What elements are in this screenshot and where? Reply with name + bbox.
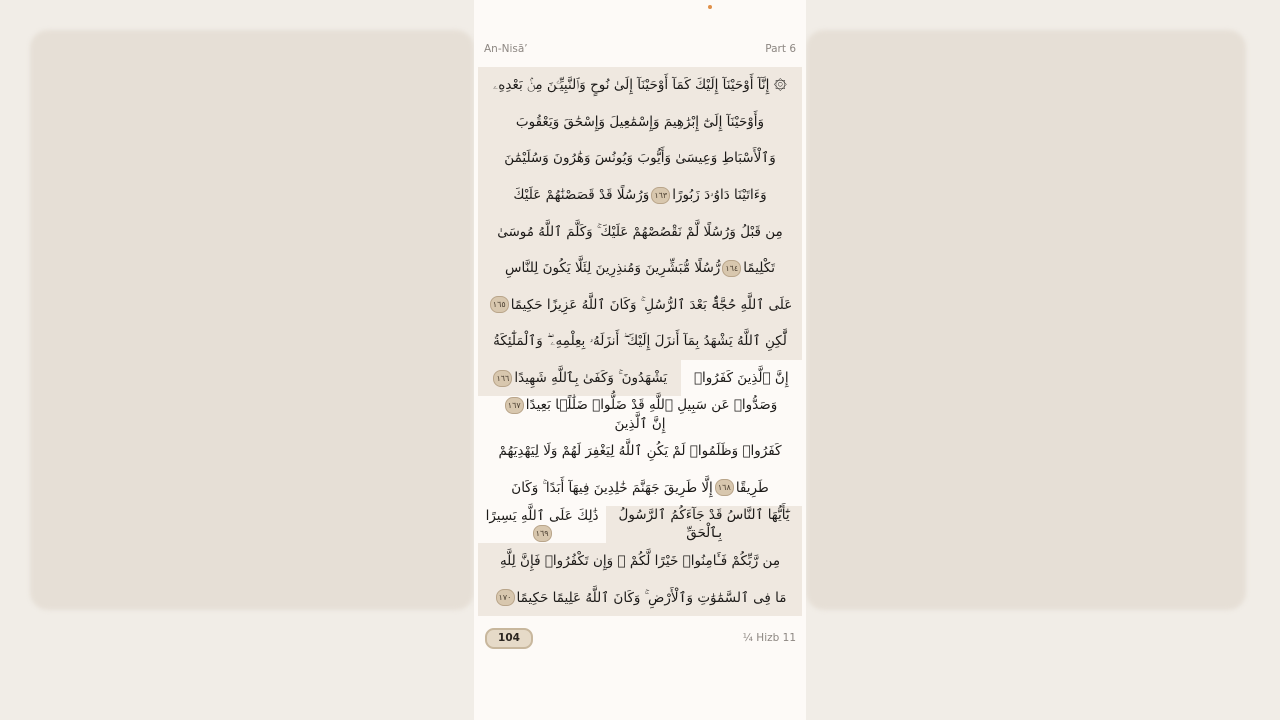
verse-line (478, 104, 802, 141)
ayah-number-marker[interactable]: ١٦٤ (722, 260, 741, 277)
highlighted-verse-segment[interactable] (478, 177, 802, 214)
verse-text: وَرُسُلًا قَدْ قَصَصْنَٰهُمْ عَلَيْكَ (513, 187, 650, 204)
highlighted-verse-segment[interactable] (478, 323, 802, 360)
verse-line (478, 543, 802, 580)
verse-text: طَرِيقًا (735, 479, 769, 496)
status-dot-icon (708, 5, 712, 9)
ayah-number-marker[interactable]: ١٦٣ (651, 187, 670, 204)
page-number-badge: 104 (485, 628, 533, 649)
surah-name: An-Nisā’ (484, 43, 528, 55)
verse-text: كَفَرُوا۟ وَظَلَمُوا۟ لَمْ يَكُنِ ٱللَّهُ لِيَغْفِرَ لَهُمْ وَلَا لِيَهْدِيَهُمْ (498, 443, 782, 460)
juz-part: Part 6 (765, 43, 796, 55)
verse-line (478, 67, 802, 104)
verse-line (478, 360, 802, 397)
verse-segment[interactable] (478, 396, 802, 433)
verse-text: يَٰٓأَيُّهَا ٱلنَّاسُ قَدْ جَآءَكُمُ ٱلرَّسُولُ بِٱلْحَقِّ (618, 507, 790, 542)
verse-text: لَّٰكِنِ ٱللَّهُ يَشْهَدُ بِمَآ أَنزَلَ إِلَيْكَ ۖ أَنزَلَهُۥ بِعِلْمِهِۦ ۖ وَٱلْمَلَٰٓئِكَةُ (493, 333, 787, 350)
background-highlight-band (30, 30, 474, 610)
hizb-indicator: ¼ Hizb 11 (742, 632, 796, 645)
highlighted-verse-segment[interactable] (478, 579, 802, 616)
verse-segment[interactable] (478, 470, 802, 507)
verse-line (478, 579, 802, 616)
highlighted-verse-segment[interactable] (478, 140, 802, 177)
verse-line (478, 470, 802, 507)
verse-segment[interactable] (681, 360, 802, 397)
blurred-background-right (806, 0, 1280, 720)
mushaf-page[interactable] (474, 0, 806, 720)
verse-line (478, 213, 802, 250)
verse-line (478, 323, 802, 360)
highlighted-verse-segment[interactable] (478, 250, 802, 287)
ayah-number-marker[interactable]: ١٦٧ (505, 397, 524, 414)
highlighted-verse-segment[interactable] (478, 360, 681, 397)
highlighted-verse-segment[interactable] (606, 506, 802, 543)
page-header (484, 41, 796, 57)
ayah-number-marker[interactable]: ١٦٨ (715, 479, 734, 496)
verse-text: ذَٰلِكَ عَلَى ٱللَّهِ يَسِيرًا (485, 507, 599, 524)
verse-text: إِلَّا طَرِيقَ جَهَنَّمَ خَٰلِدِينَ فِيهَآ أَبَدًا ۚ وَكَانَ (511, 479, 713, 496)
verse-text: وَٱلْأَسْبَاطِ وَعِيسَىٰ وَأَيُّوبَ وَيُونُسَ وَهَٰرُونَ وَسُلَيْمَٰنَ (504, 150, 776, 167)
verse-text: يَشْهَدُونَ ۚ وَكَفَىٰ بِٱللَّهِ شَهِيدًا (514, 370, 668, 387)
verse-text: تَكْلِيمًا (743, 260, 775, 277)
verse-text: ۞ إِنَّآ أَوْحَيْنَآ إِلَيْكَ كَمَآ أَوْحَيْنَآ إِلَىٰ نُوحٍ وَٱلنَّبِيِّـۧنَ مِنۢ بَعْدِهِۦ (493, 77, 787, 94)
verse-text: رُّسُلًا مُّبَشِّرِينَ وَمُنذِرِينَ لِئَلَّا يَكُونَ لِلنَّاسِ (505, 260, 721, 277)
verse-text: إِنَّ ٱلَّذِينَ كَفَرُوا۟ (693, 370, 789, 387)
verse-text: وَءَاتَيْنَا دَاوُۥدَ زَبُورًا (672, 187, 767, 204)
verse-text: مِن رَّبِّكُمْ فَـَٔامِنُوا۟ خَيْرًا لَّكُمْ ۚ وَإِن تَكْفُرُوا۟ فَإِنَّ لِلَّهِ (499, 553, 781, 570)
verse-line (478, 250, 802, 287)
highlighted-verse-segment[interactable] (478, 104, 802, 141)
ayah-number-marker[interactable]: ١٦٥ (490, 296, 509, 313)
verse-line (478, 287, 802, 324)
verse-text: وَصَدُّوا۟ عَن سَبِيلِ ٱللَّهِ قَدْ ضَلُّوا۟ ضَلَٰلًۢا بَعِيدًا (525, 397, 778, 414)
ayah-number-marker[interactable]: ١٦٦ (493, 370, 512, 387)
page-footer (485, 628, 796, 649)
verse-text: إِنَّ ٱلَّذِينَ (614, 415, 666, 432)
verse-line (478, 140, 802, 177)
verse-line (478, 433, 802, 470)
background-highlight-band (806, 30, 1246, 610)
verse-text: عَلَى ٱللَّهِ حُجَّةٌۢ بَعْدَ ٱلرُّسُلِ ۚ وَكَانَ ٱللَّهُ عَزِيزًا حَكِيمًا (510, 296, 793, 313)
verse-segment[interactable] (478, 506, 606, 543)
verse-line (478, 177, 802, 214)
verse-line (478, 506, 802, 543)
ayah-number-marker[interactable]: ١٦٩ (533, 525, 552, 542)
verse-text: وَأَوْحَيْنَآ إِلَىٰٓ إِبْرَٰهِيمَ وَإِسْمَٰعِيلَ وَإِسْحَٰقَ وَيَعْقُوبَ (515, 113, 765, 130)
highlighted-verse-segment[interactable] (478, 543, 802, 580)
verse-line (478, 396, 802, 433)
verse-text: مِن قَبْلُ وَرُسُلًا لَّمْ نَقْصُصْهُمْ عَلَيْكَ ۚ وَكَلَّمَ ٱللَّهُ مُوسَىٰ (497, 223, 783, 240)
highlighted-verse-segment[interactable] (478, 67, 802, 104)
highlighted-verse-segment[interactable] (478, 287, 802, 324)
highlighted-verse-segment[interactable] (478, 213, 802, 250)
verse-segment[interactable] (478, 433, 802, 470)
ayah-number-marker[interactable]: ١٧٠ (496, 589, 515, 606)
blurred-background-left (0, 0, 474, 720)
quran-text (478, 67, 802, 616)
verse-text: مَا فِى ٱلسَّمَٰوَٰتِ وَٱلْأَرْضِ ۚ وَكَانَ ٱللَّهُ عَلِيمًا حَكِيمًا (516, 589, 787, 606)
